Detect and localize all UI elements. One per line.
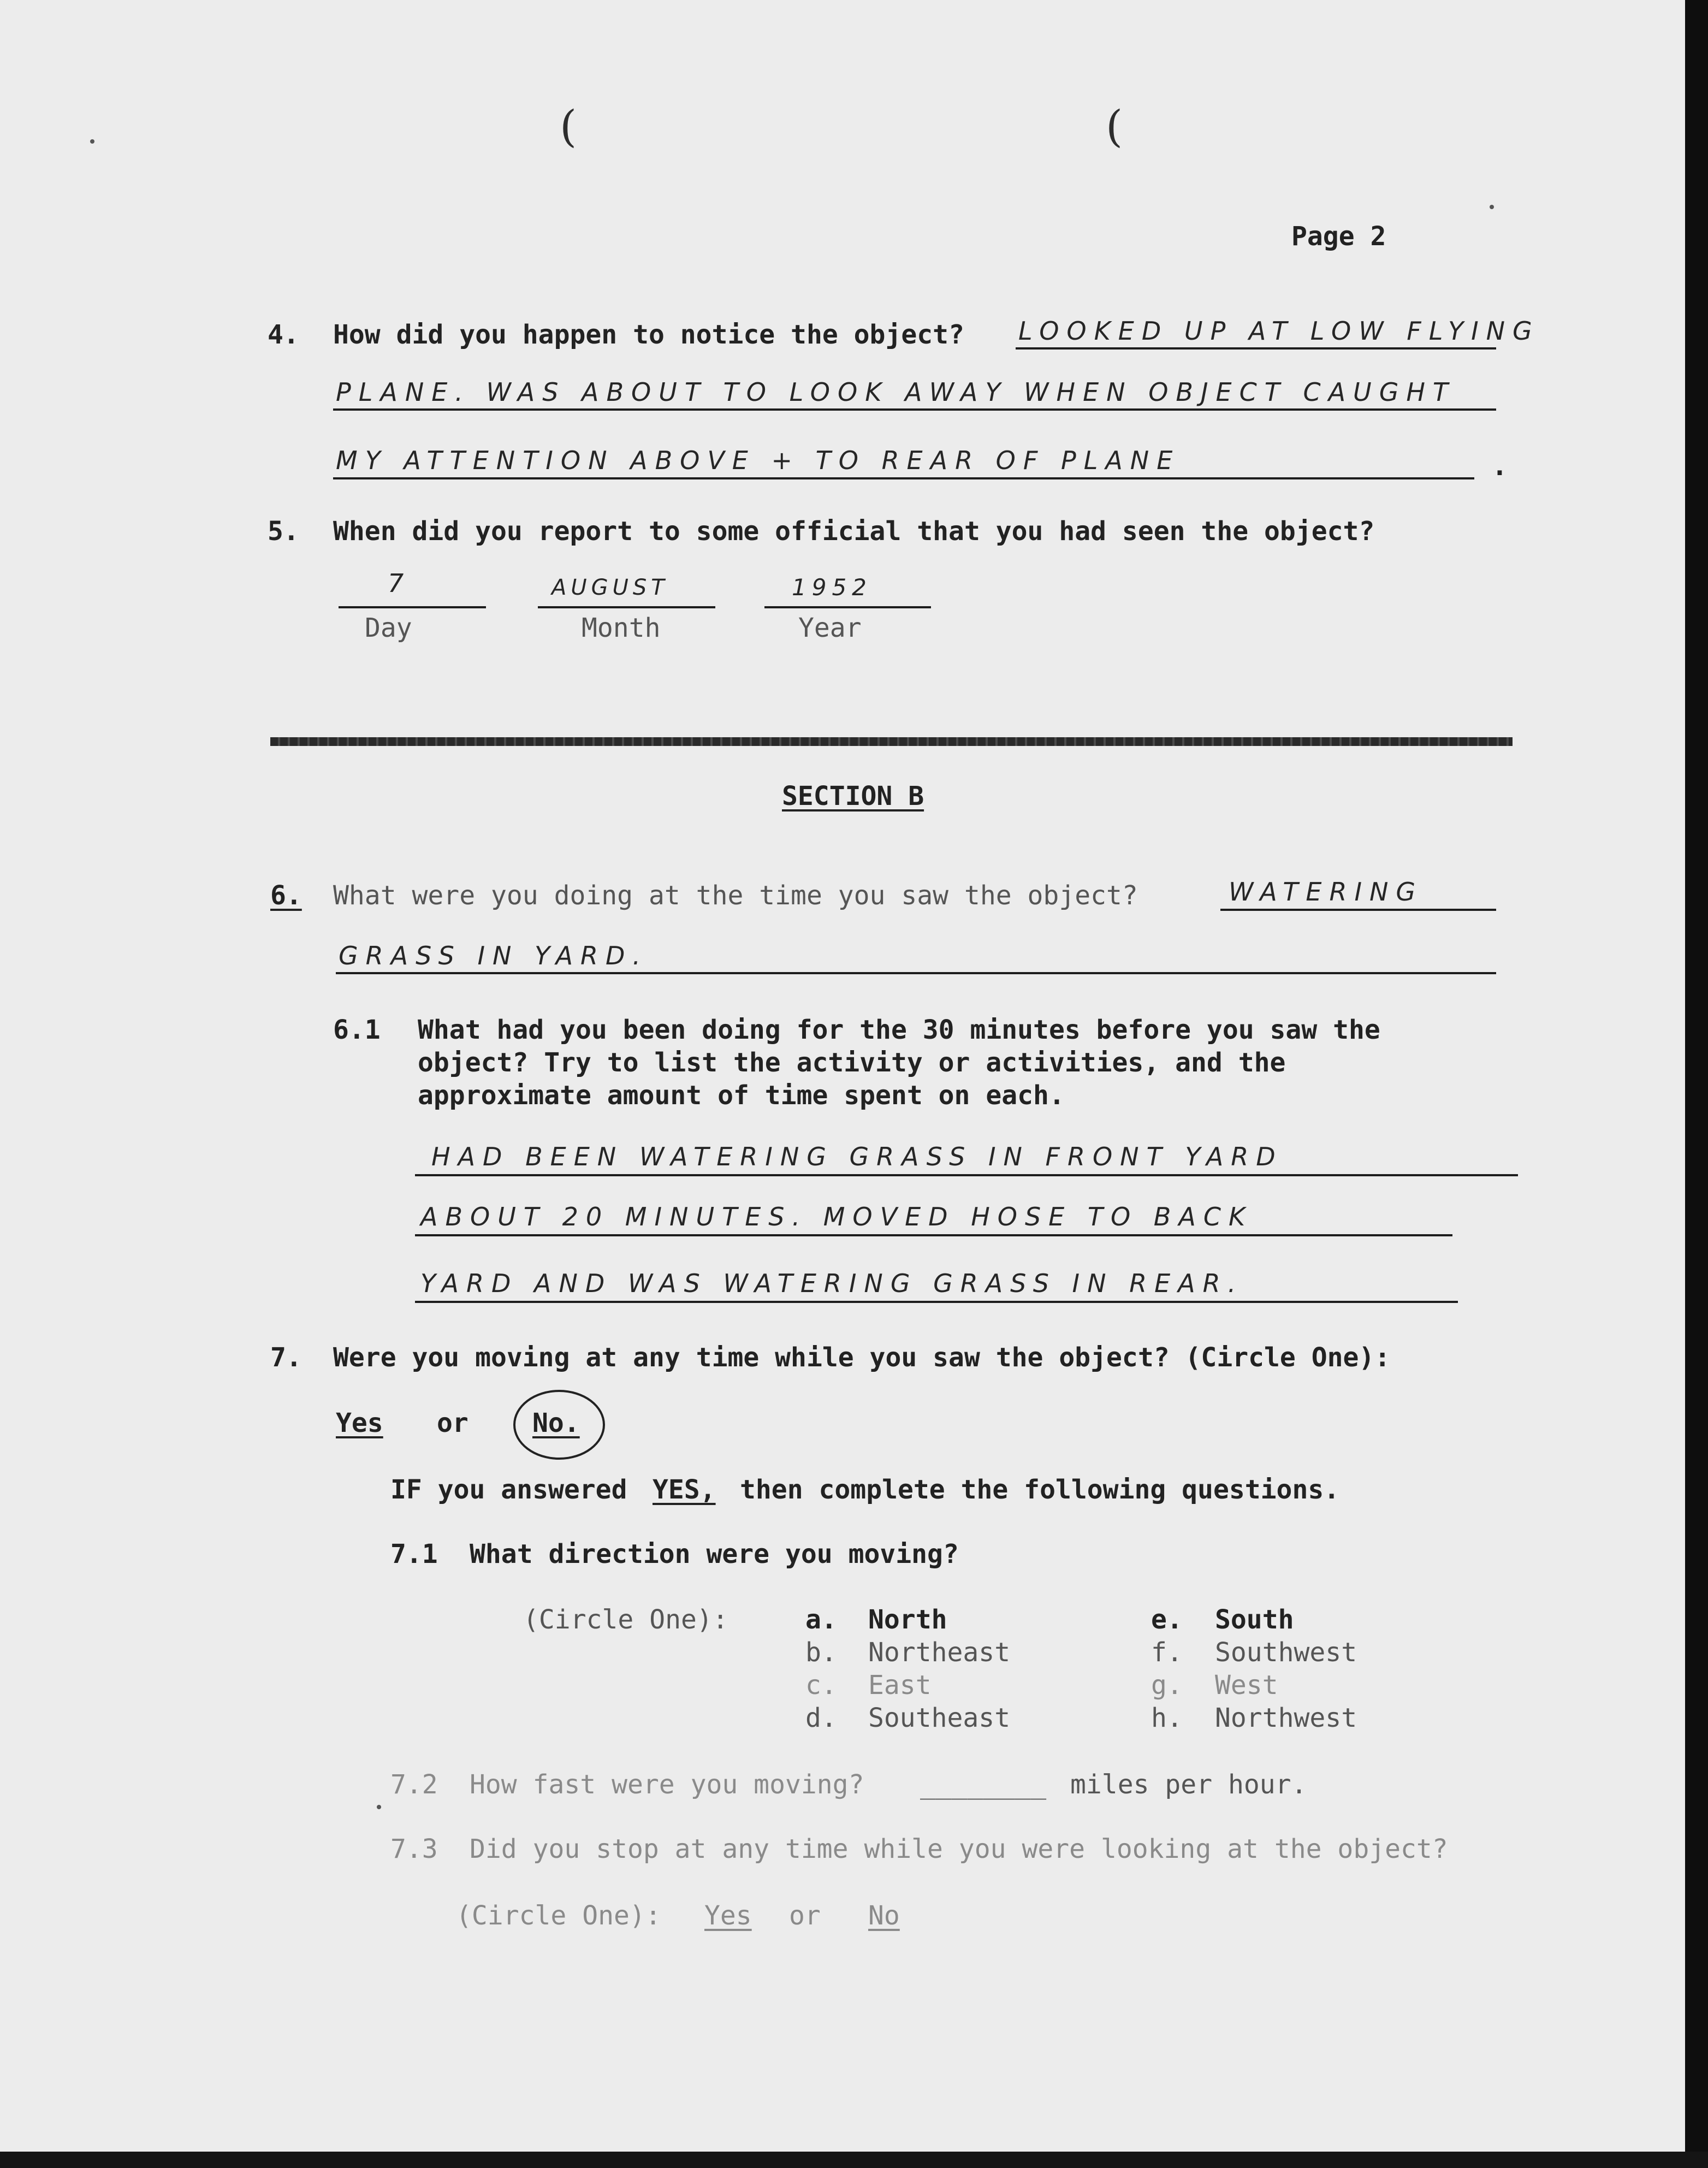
q5-month-value: AUGUST (551, 575, 669, 600)
q6-1-answer-underline1 (415, 1174, 1518, 1176)
speck (90, 139, 94, 144)
q7-2-blank: ________ (920, 1769, 1047, 1800)
q7-1-option-e-label: South (1215, 1604, 1294, 1635)
q7-1-option-d-letter: d. (805, 1703, 837, 1733)
q7-1-option-g-label: West (1215, 1670, 1278, 1701)
q5-month-underline (538, 606, 715, 608)
q4-number: 4. (268, 319, 299, 350)
speck (1490, 205, 1494, 209)
q6-1-line3: approximate amount of time spent on each. (418, 1080, 1065, 1111)
q7-or-label: or (437, 1408, 468, 1438)
q7-3-no-option: No (868, 1900, 900, 1931)
q7-1-option-b-letter: b. (805, 1637, 837, 1668)
q5-question: When did you report to some official that you had seen the object? (333, 516, 1375, 547)
q7-1-question: What direction were you moving? (470, 1539, 959, 1569)
q7-instruction-yes: YES, (653, 1474, 716, 1505)
q5-number: 5. (268, 516, 299, 547)
q6-1-answer-line1: HAD BEEN WATERING GRASS IN FRONT YARD (431, 1142, 1283, 1171)
q6-1-answer-line3: YARD AND WAS WATERING GRASS IN REAR. (420, 1269, 1244, 1298)
q4-answer-underline3 (333, 477, 1474, 479)
q7-1-option-c-label: East (868, 1670, 932, 1701)
q7-yes-option: Yes (336, 1408, 383, 1438)
q6-1-answer-line2: ABOUT 20 MINUTES. MOVED HOSE TO BACK (420, 1202, 1253, 1231)
q5-day-value: 7 (388, 568, 412, 598)
q6-1-line2: object? Try to list the activity or activities, and the (418, 1047, 1286, 1078)
q7-1-option-d-label: Southeast (868, 1703, 1011, 1733)
q7-2-number: 7.2 (390, 1769, 438, 1800)
q7-instruction-suffix: then complete the following questions. (740, 1474, 1340, 1505)
q6-answer-line2: GRASS IN YARD. (339, 941, 649, 970)
q7-3-yes-option: Yes (704, 1900, 752, 1931)
q7-1-circle-one: (Circle One): (523, 1604, 728, 1635)
q6-answer-underline1 (1220, 909, 1496, 911)
q4-end-mark: . (1492, 451, 1508, 482)
q7-3-circle-one: (Circle One): (456, 1900, 661, 1931)
q6-answer-underline2 (336, 972, 1496, 974)
q7-instruction-prefix: IF you answered (390, 1474, 627, 1505)
q6-answer-line1: WATERING (1229, 877, 1424, 907)
q7-1-option-a-label: North (868, 1604, 947, 1635)
q6-1-number: 6.1 (333, 1015, 381, 1045)
scan-edge-right (1685, 0, 1708, 2168)
q7-1-option-f-label: Southwest (1215, 1637, 1357, 1668)
q7-3-number: 7.3 (390, 1834, 438, 1864)
section-divider (270, 737, 1513, 746)
q6-question: What were you doing at the time you saw the object? (333, 880, 1138, 911)
q7-1-option-g-letter: g. (1151, 1670, 1183, 1701)
punch-mark-left: ( (560, 101, 577, 152)
punch-mark-right: ( (1106, 101, 1123, 152)
q6-1-answer-underline3 (415, 1301, 1458, 1303)
q4-answer-underline2 (333, 408, 1496, 411)
q7-1-option-f-letter: f. (1151, 1637, 1183, 1668)
scan-edge-bottom (0, 2152, 1708, 2168)
q7-number: 7. (270, 1342, 302, 1373)
q5-year-label: Year (798, 613, 862, 643)
section-title: SECTION B (782, 781, 924, 811)
q5-day-label: Day (365, 613, 412, 643)
q7-no-option: No. (532, 1408, 580, 1438)
q5-day-underline (339, 606, 486, 608)
q7-1-option-c-letter: c. (805, 1670, 837, 1701)
q7-question: Were you moving at any time while you saw the object? (Circle One): (333, 1342, 1391, 1373)
q7-3-or-label: or (789, 1900, 821, 1931)
q4-answer-line1: LOOKED UP AT LOW FLYING (1018, 316, 1540, 346)
q7-1-number: 7.1 (390, 1539, 438, 1569)
q7-1-option-h-letter: h. (1151, 1703, 1183, 1733)
q5-month-label: Month (582, 613, 661, 643)
q6-1-line1: What had you been doing for the 30 minutes before you saw the (418, 1015, 1380, 1045)
speck (377, 1805, 381, 1809)
q7-2-unit: miles per hour. (1070, 1769, 1307, 1800)
q6-1-answer-underline2 (415, 1234, 1452, 1236)
q4-answer-line3: MY ATTENTION ABOVE + TO REAR OF PLANE (336, 446, 1181, 475)
page-number: Page 2 (1291, 221, 1386, 252)
q4-question: How did you happen to notice the object? (333, 319, 964, 350)
q7-1-option-a-letter: a. (805, 1604, 837, 1635)
q6-number: 6. (270, 880, 302, 911)
q7-1-option-b-label: Northeast (868, 1637, 1011, 1668)
q5-year-value: 1952 (792, 574, 872, 601)
q7-3-question: Did you stop at any time while you were looking at the object? (470, 1834, 1448, 1864)
q4-answer-line2: PLANE. WAS ABOUT TO LOOK AWAY WHEN OBJECT CAUGHT (336, 377, 1456, 407)
q7-2-question: How fast were you moving? (470, 1769, 864, 1800)
q4-answer-underline1 (1016, 347, 1496, 350)
q7-1-option-h-label: Northwest (1215, 1703, 1357, 1733)
q7-1-option-e-letter: e. (1151, 1604, 1183, 1635)
q5-year-underline (764, 606, 931, 608)
